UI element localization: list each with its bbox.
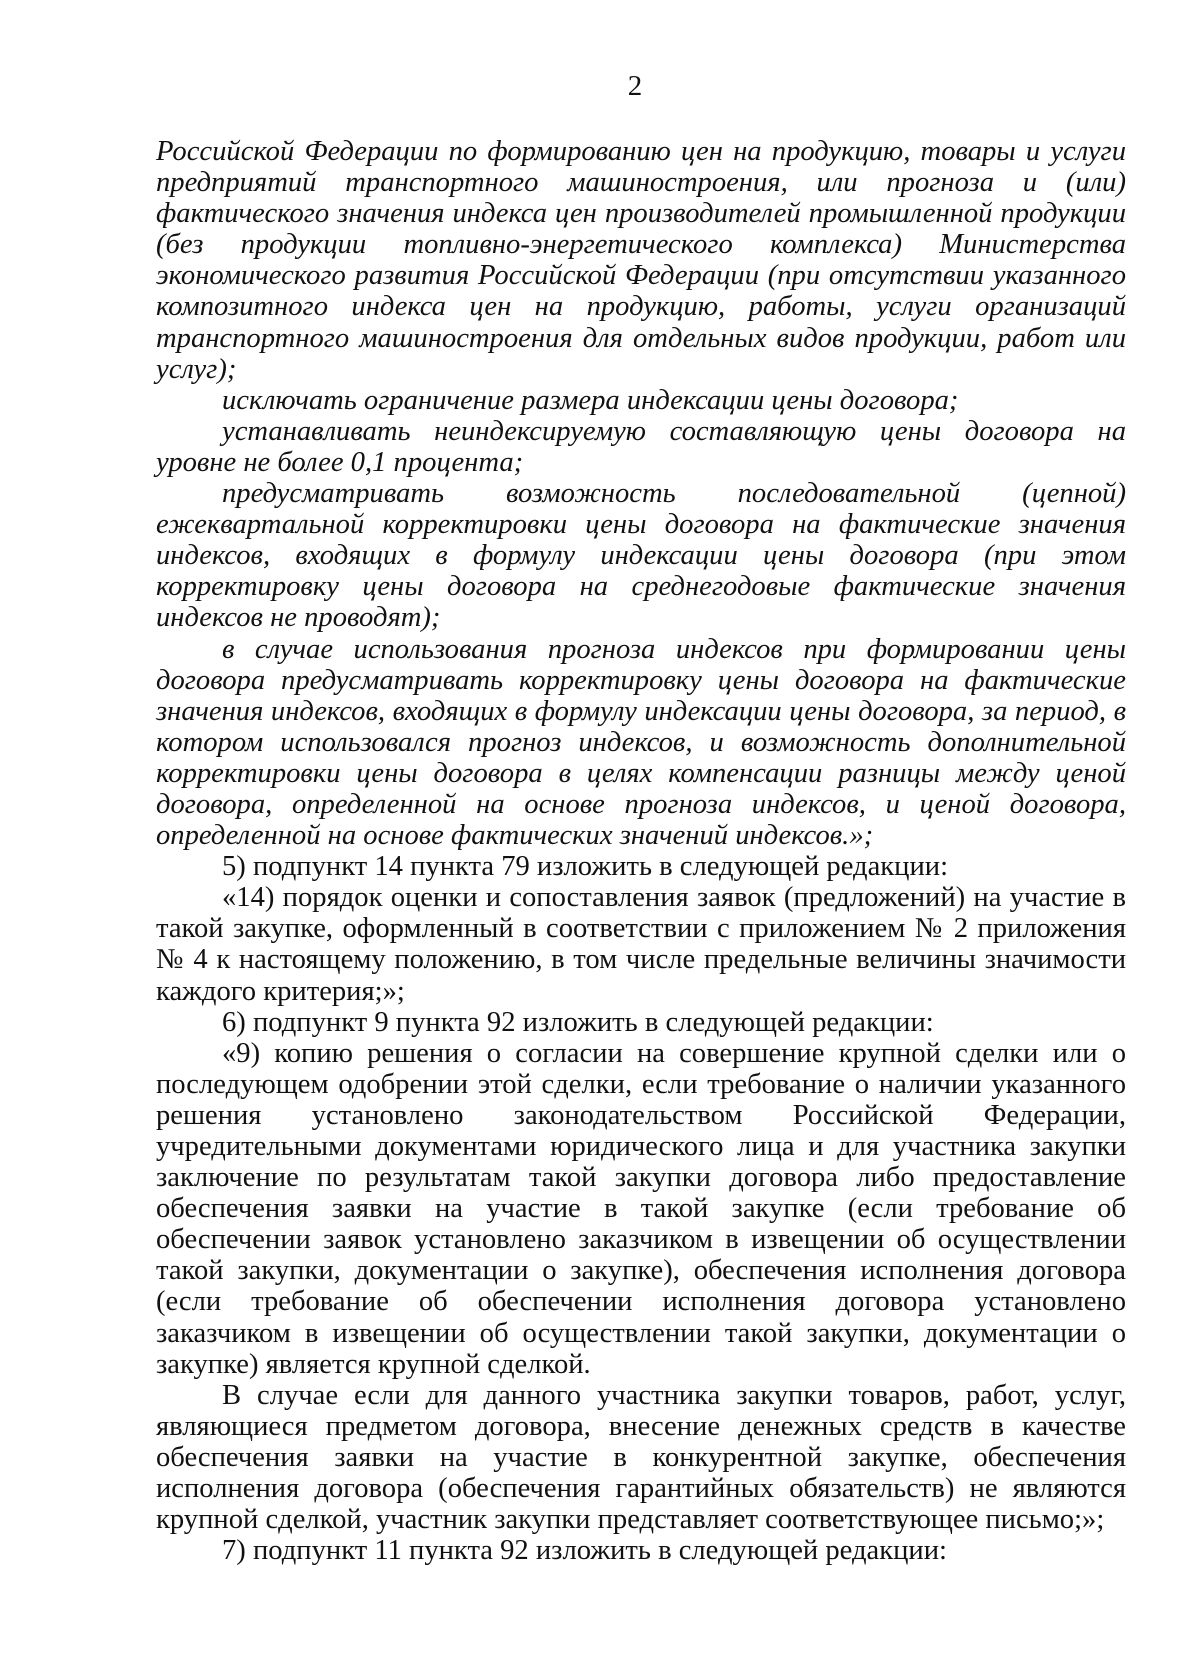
- paragraph: В случае если для данного участника закупки товаров, работ, услуг, являющиеся предметом договора, внесение денежных средств в качестве обеспечения заявки на участие в конкурентной закупке, обеспечения исполнения договора (обеспечения гарантийных обязательств) не являются крупной сделкой, участник закупки представляет соответствующее письмо;»;: [156, 1379, 1126, 1536]
- paragraph: в случае использования прогноза индексов при формировании цены договора предусматривать корректировку цены договора на фактические значения индексов, входящих в формулу индексации цены договора, за период, в котором использовался прогноз индексов, и возможность дополнительной корректировки цены договора в целях компенсации разницы между ценой договора, определенной на основе прогноза индексов, и ценой договора, определенной на основе фактических значений индексов.»;: [156, 633, 1126, 852]
- paragraph: Российской Федерации по формированию цен на продукцию, товары и услуги предприятий транспортного машиностроения, или прогноза и (или) фактического значения индекса цен производителей промышленной продукции (без продукции топливно-энергетического комплекса) Министерства экономического развития Российской Федерации (при отсутствии указанного композитного индекса цен на продукцию, работы, услуги организаций транспортного машиностроения для отдельных видов продукции, работ или услуг);: [156, 136, 1126, 385]
- paragraph: устанавливать неиндексируемую составляющую цены договора на уровне не более 0,1 процента;: [156, 415, 1126, 478]
- paragraph: «9) копию решения о согласии на совершение крупной сделки или о последующем одобрении этой сделки, если требование о наличии указанного решения установлено законодательством Российской Федерации, учредительными документами юридического лица и для участника закупки заключение по результатам такой закупки договора либо предоставление обеспечения заявки на участие в такой закупке (если требование об обеспечении заявок установлено заказчиком в извещении об осуществлении такой закупки, документации о закупке), обеспечения исполнения договора (если требование об обеспечении исполнения договора установлено заказчиком в извещении об осуществлении такой закупки, документации о закупке) является крупной сделкой.: [156, 1037, 1126, 1380]
- paragraph: 5) подпункт 14 пункта 79 изложить в следующей редакции:: [222, 851, 949, 883]
- paragraph: 7) подпункт 11 пункта 92 изложить в следующей редакции:: [222, 1535, 947, 1567]
- page-number: 2: [627, 70, 643, 102]
- document-body: [156, 136, 1126, 1566]
- paragraph: 6) подпункт 9 пункта 92 изложить в следующей редакции:: [222, 1006, 934, 1038]
- paragraph: предусматривать возможность последовательной (цепной) ежеквартальной корректировки цены договора на фактические значения индексов, входящих в формулу индексации цены договора (при этом корректировку цены договора на среднегодовые фактические значения индексов не проводят);: [156, 478, 1126, 634]
- paragraph: исключать ограничение размера индексации цены договора;: [222, 384, 959, 416]
- paragraph: «14) порядок оценки и сопоставления заявок (предложений) на участие в такой закупке, оформленный в соответствии с приложением № 2 приложения № 4 к настоящему положению, в том числе предельные величины значимости каждого критерия;»;: [156, 882, 1126, 1007]
